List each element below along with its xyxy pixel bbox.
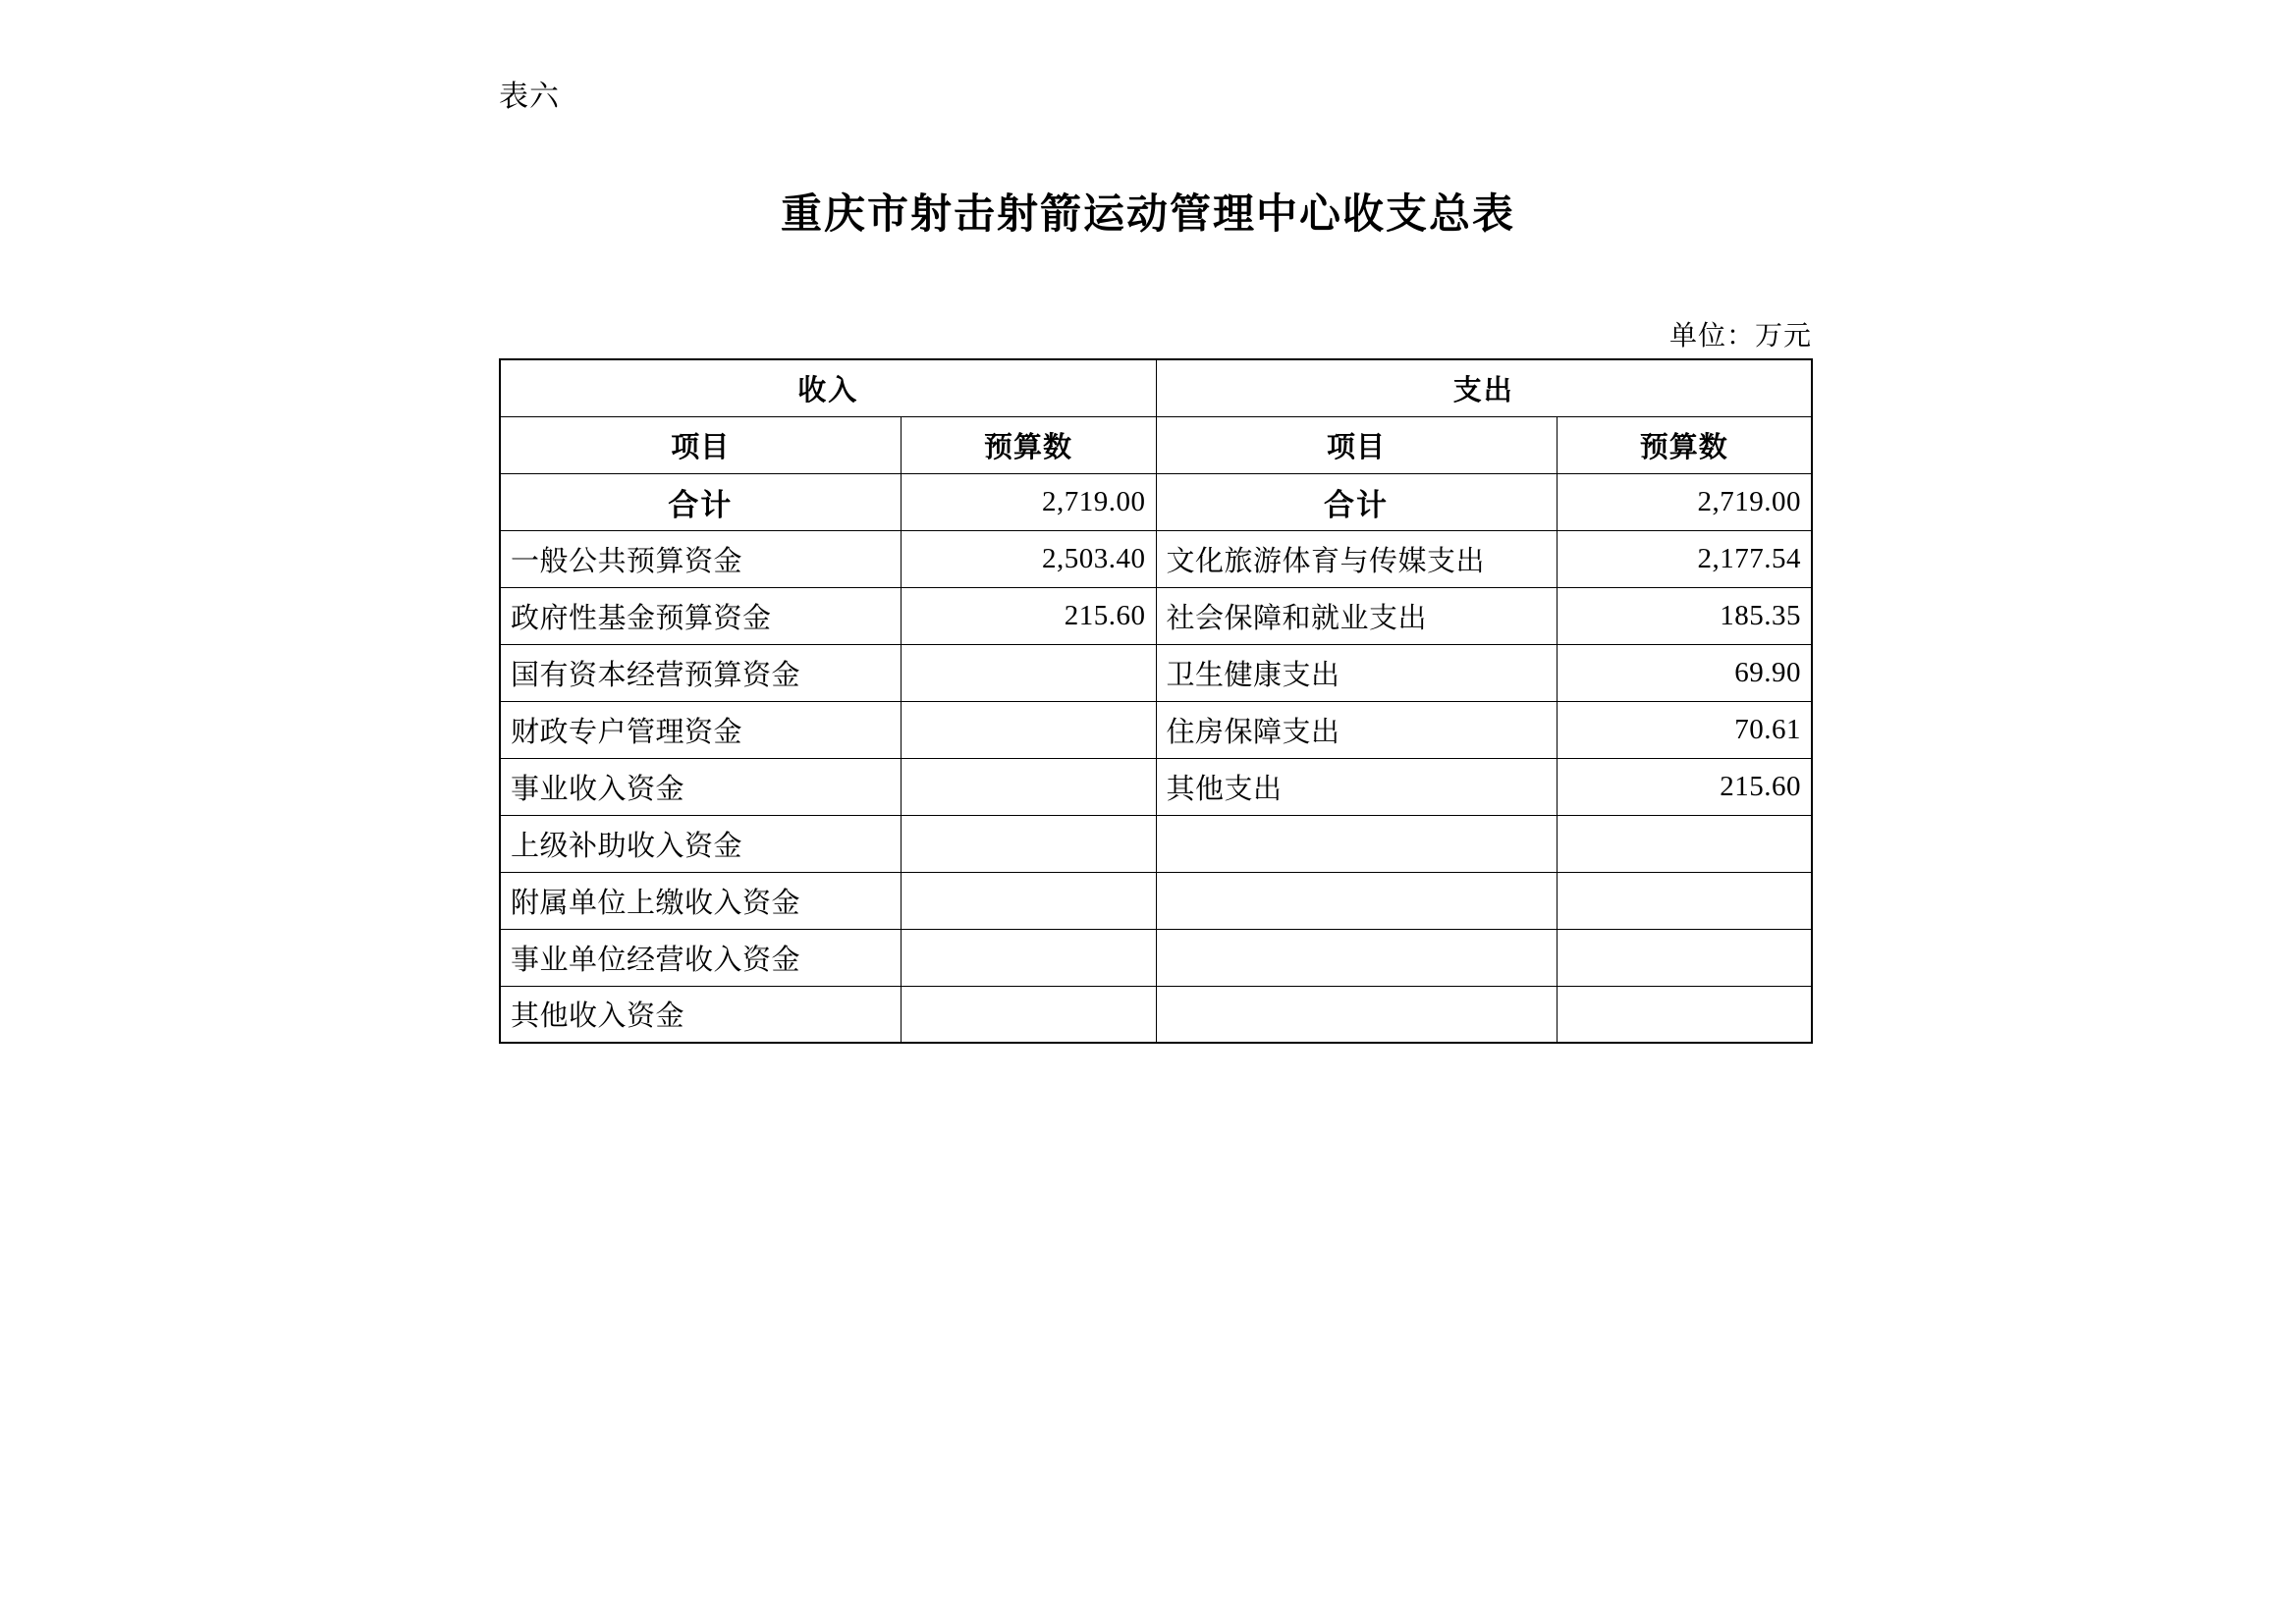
income-value	[901, 929, 1156, 986]
income-item: 一般公共预算资金	[500, 530, 901, 587]
column-header-income-budget: 预算数	[901, 416, 1156, 473]
income-item: 其他收入资金	[500, 986, 901, 1043]
table-row	[500, 986, 1812, 1043]
budget-table-container	[499, 358, 1812, 1044]
expenditure-item: 社会保障和就业支出	[1156, 587, 1557, 644]
income-value	[901, 815, 1156, 872]
expenditure-value	[1557, 815, 1812, 872]
expenditure-item	[1156, 986, 1557, 1043]
income-item: 附属单位上缴收入资金	[500, 872, 901, 929]
table-label: 表六	[499, 81, 560, 113]
income-item: 政府性基金预算资金	[500, 587, 901, 644]
table-row	[500, 530, 1812, 587]
income-value: 2,503.40	[901, 530, 1156, 587]
expenditure-item: 其他支出	[1156, 758, 1557, 815]
expenditure-value: 70.61	[1557, 701, 1812, 758]
group-header-expenditure: 支出	[1156, 359, 1812, 416]
table-row	[500, 815, 1812, 872]
expenditure-value	[1557, 872, 1812, 929]
income-value	[901, 872, 1156, 929]
group-header-income: 收入	[500, 359, 1156, 416]
table-group-header-row	[500, 359, 1812, 416]
income-item: 事业单位经营收入资金	[500, 929, 901, 986]
expenditure-value: 215.60	[1557, 758, 1812, 815]
table-column-header-row	[500, 416, 1812, 473]
expenditure-value	[1557, 929, 1812, 986]
column-header-income-item: 项目	[500, 416, 901, 473]
column-header-expenditure-budget: 预算数	[1557, 416, 1812, 473]
page-title: 重庆市射击射箭运动管理中心收支总表	[780, 192, 1515, 238]
table-row	[500, 587, 1812, 644]
income-value: 215.60	[901, 587, 1156, 644]
total-income-label: 合计	[500, 473, 901, 530]
expenditure-item	[1156, 929, 1557, 986]
table-row	[500, 929, 1812, 986]
income-value	[901, 644, 1156, 701]
income-item: 事业收入资金	[500, 758, 901, 815]
table-row	[500, 758, 1812, 815]
expenditure-item: 卫生健康支出	[1156, 644, 1557, 701]
total-expenditure-label: 合计	[1156, 473, 1557, 530]
table-row-total	[500, 473, 1812, 530]
table-row	[500, 701, 1812, 758]
expenditure-item: 文化旅游体育与传媒支出	[1156, 530, 1557, 587]
column-header-expenditure-item: 项目	[1156, 416, 1557, 473]
expenditure-value: 2,177.54	[1557, 530, 1812, 587]
income-item: 国有资本经营预算资金	[500, 644, 901, 701]
expenditure-value: 185.35	[1557, 587, 1812, 644]
expenditure-item	[1156, 815, 1557, 872]
budget-table	[499, 358, 1813, 1044]
income-item: 上级补助收入资金	[500, 815, 901, 872]
total-expenditure-value: 2,719.00	[1557, 473, 1812, 530]
expenditure-item	[1156, 872, 1557, 929]
unit-note: 单位：万元	[1668, 321, 1812, 352]
expenditure-item: 住房保障支出	[1156, 701, 1557, 758]
income-value	[901, 986, 1156, 1043]
table-row	[500, 872, 1812, 929]
income-value	[901, 758, 1156, 815]
table-row	[500, 644, 1812, 701]
expenditure-value	[1557, 986, 1812, 1043]
total-income-value: 2,719.00	[901, 473, 1156, 530]
expenditure-value: 69.90	[1557, 644, 1812, 701]
income-value	[901, 701, 1156, 758]
income-item: 财政专户管理资金	[500, 701, 901, 758]
